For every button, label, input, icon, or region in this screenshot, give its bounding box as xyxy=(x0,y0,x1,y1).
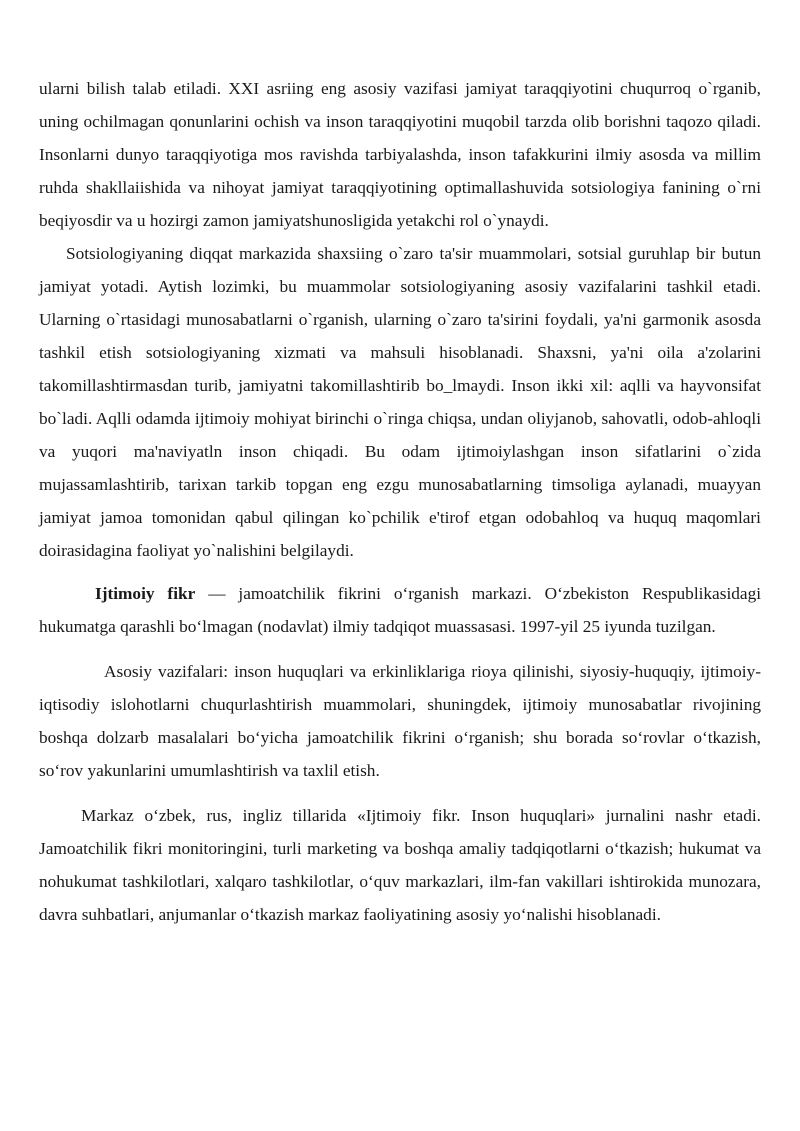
paragraph-4: Asosiy vazifalari: inson huquqlari va erkinliklariga rioya qilinishi, siyosiy-huquqiy, ijtimoiy-iqtisodiy islohotlarni chuqurlashtirish muammolari, shuningdek, ijtimoiy munosabatlar rivojining boshqa dolzarb masalalari boʻyicha jamoatchilik fikrini oʻrganish; shu borada soʻrovlar oʻtkazish, soʻrov yakunlarini umumlashtirish va taxlil etish. xyxy=(39,662,761,780)
paragraph-3 xyxy=(39,577,761,643)
paragraph-3-bold-term: Ijtimoiy fikr xyxy=(95,584,196,603)
document-page xyxy=(39,72,761,931)
paragraph-3-text: — jamoatchilik fikrini oʻrganish markazi. Oʻzbekiston Respublikasidagi hukumatga qarashli boʻlmagan (nodavlat) ilmiy tadqiqot muassasasi. 1997-yil 25 iyunda tuzilgan. xyxy=(39,584,762,636)
paragraph-2: Sotsiologiyaning diqqat markazida shaxsiing o`zaro ta'sir muammolari, sotsial guruhlap bir butun jamiyat yotadi. Aytish lozimki, bu muammolar sotsiologiyaning asosiy vazifalarini tashkil etadi. Ularning o`rtasidagi munosabatlarni o`rganish, ularning o`zaro ta'sirini foydali, ya'ni garmonik asosda tashkil etish sotsiologiyaning xizmati va mahsuli hisoblanadi. Shaxsni, ya'ni oila a'zolarini takomillashtirmasdan turib, jamiyatni takomillashtirib bo_lmaydi. Inson ikki xil: aqlli va hayvonsifat bo`ladi. Aqlli odamda ijtimoiy mohiyat birinchi o`ringa chiqsa, undan oliyjanob, sahovatli, odob-ahloqli va yuqori ma'naviyatln inson chiqadi. Bu odam ijtimoiylashgan inson sifatlarini o`zida mujassamlashtirib, tarixan tarkib topgan eng ezgu munosabatlarning timsoliga aylanadi, muayyan jamiyat jamoa tomonidan qabul qilingan ko`pchilik e'tirof etgan odobahloq va huquq maqomlari doirasidagina faoliyat yo`nalishini belgilaydi. xyxy=(39,244,761,560)
paragraph-5: Markaz oʻzbek, rus, ingliz tillarida «Ijtimoiy fikr. Inson huquqlari» jurnalini nashr etadi. Jamoatchilik fikri monitoringini, turli marketing va boshqa amaliy tadqiqotlarni oʻtkazish; hukumat va nohukumat tashkilotlari, xalqaro tashkilotlar, oʻquv markazlari, ilm-fan vakillari ishtirokida munozara, davra suhbatlari, anjumanlar oʻtkazish markaz faoliyatining asosiy yoʻnalishi hisoblanadi. xyxy=(39,806,761,924)
paragraph-1: ularni bilish talab etiladi. XXI asriing eng asosiy vazifasi jamiyat taraqqiyotini chuqurroq o`rganib, uning ochilmagan qonunlarini ochish va inson taraqqiyotini muqobil tarzda olib borishni taqozo qiladi. Insonlarni dunyo taraqqiyotiga mos ravishda tarbiyalashda, inson tafakkurini ilmiy asosda va millim ruhda shakllaiishida va nihoyat jamiyat taraqqiyotining optimallashuvida sotsiologiya fanining o`rni beqiyosdir va u hozirgi zamon jamiyatshunosligida yetakchi rol o`ynaydi. xyxy=(39,79,761,230)
